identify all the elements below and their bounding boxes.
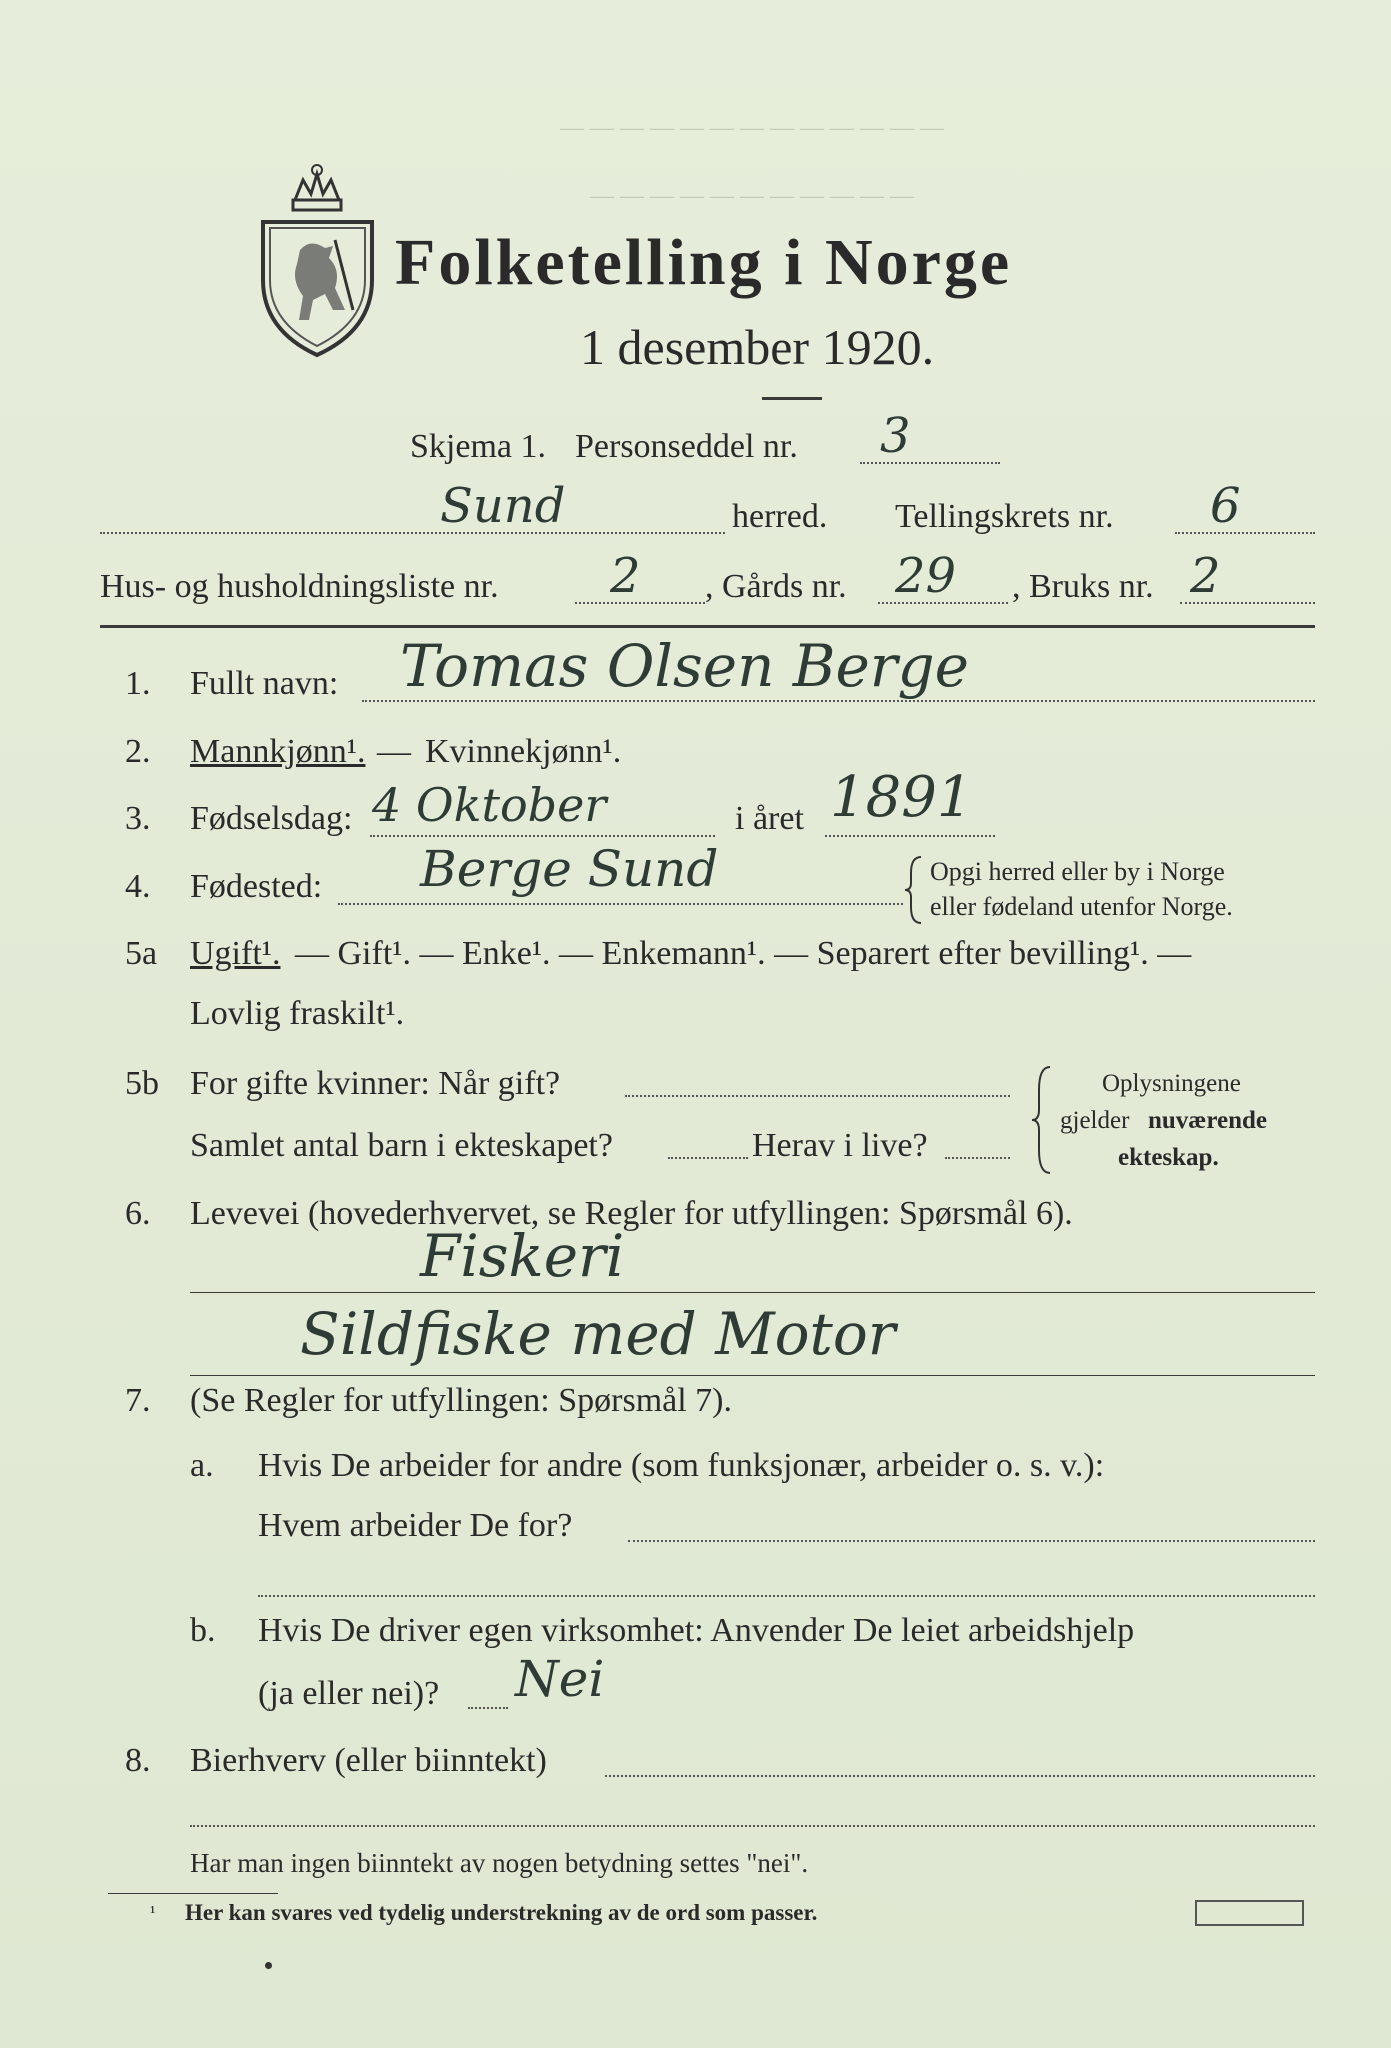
brace-icon xyxy=(905,855,925,925)
employer-line-2[interactable] xyxy=(258,1595,1315,1597)
personseddel-value[interactable]: 3 xyxy=(880,408,911,464)
marital-status-options[interactable]: — Gift¹. — Enke¹. — Enkemann¹. — Separert efter bevilling¹. — xyxy=(295,935,1192,972)
full-name-label: Fullt navn: xyxy=(190,665,339,702)
tellingskrets-label: Tellingskrets nr. xyxy=(895,498,1114,535)
no-income-note: Har man ingen biinntekt av nogen betydning settes "nei". xyxy=(190,1848,809,1878)
children-alive-label: Herav i live? xyxy=(752,1127,928,1164)
children-alive-line xyxy=(945,1157,1010,1159)
birthplace-note-1: Opgi herred eller by i Norge xyxy=(930,857,1225,886)
herred-value[interactable]: Sund xyxy=(440,478,566,534)
bleed-through-text: — — — — — — — — — — — xyxy=(590,183,914,209)
occupation-line-1 xyxy=(190,1292,1315,1293)
birthplace-line xyxy=(338,903,903,905)
marriage-note-3: ekteskap. xyxy=(1118,1144,1219,1171)
norway-coat-of-arms-icon xyxy=(255,160,380,360)
schema-label: Skjema 1. xyxy=(410,428,546,465)
side-income-line[interactable] xyxy=(605,1775,1315,1777)
female-option[interactable]: Kvinnekjønn¹. xyxy=(425,733,622,770)
birth-year-value[interactable]: 1891 xyxy=(830,765,973,830)
children-total-label: Samlet antal barn i ekteskapet? xyxy=(190,1127,613,1164)
footnote-text: Her kan svares ved tydelig understrekning av de ord som passer. xyxy=(185,1900,818,1925)
occupation-answer-2[interactable]: Sildfiske med Motor xyxy=(300,1300,896,1368)
occupation-line-2 xyxy=(190,1375,1315,1376)
herred-line xyxy=(100,532,725,534)
side-income-label: Bierhverv (eller biinntekt) xyxy=(190,1742,547,1779)
brace-icon xyxy=(1032,1065,1054,1175)
bleed-through-text: — — — — — — — — — — — — — xyxy=(560,115,944,141)
q7-label: (Se Regler for utfyllingen: Spørsmål 7). xyxy=(190,1382,733,1419)
divorced-option[interactable]: Lovlig fraskilt¹. xyxy=(190,995,405,1032)
marriage-note-2b: nuværende xyxy=(1148,1107,1268,1134)
footnote-mark: ¹ xyxy=(150,1902,156,1922)
birthday-label: Fødselsdag: xyxy=(190,800,353,837)
birth-year-line xyxy=(825,835,995,837)
herred-label: herred. xyxy=(732,498,828,535)
employer-label: Hvem arbeider De for? xyxy=(258,1507,573,1544)
q3-number: 3. xyxy=(125,800,151,837)
personseddel-label: Personseddel nr. xyxy=(575,428,798,465)
marriage-note-1: Oplysningene xyxy=(1102,1070,1241,1097)
bruks-value[interactable]: 2 xyxy=(1190,548,1221,604)
q7b-number: b. xyxy=(190,1612,216,1649)
side-income-line-2[interactable] xyxy=(190,1825,1315,1827)
hired-help-line xyxy=(468,1707,508,1709)
birth-year-label: i året xyxy=(735,800,804,837)
birthplace-label: Fødested: xyxy=(190,868,323,905)
title-divider xyxy=(762,397,822,400)
ink-dot xyxy=(265,1962,272,1969)
section-divider xyxy=(100,625,1315,628)
employer-line[interactable] xyxy=(628,1540,1315,1542)
q4-number: 4. xyxy=(125,868,151,905)
full-name-line xyxy=(362,700,1315,702)
hired-help-label: (ja eller nei)? xyxy=(258,1675,440,1712)
form-title: Folketelling i Norge xyxy=(395,226,1013,299)
q8-number: 8. xyxy=(125,1742,151,1779)
q5b-number: 5b xyxy=(125,1065,159,1102)
footnote-rule xyxy=(108,1893,278,1894)
birthday-line xyxy=(370,835,715,837)
q1-number: 1. xyxy=(125,665,151,702)
birthplace-value[interactable]: Berge Sund xyxy=(420,840,719,898)
q7-number: 7. xyxy=(125,1382,151,1419)
unmarried-option[interactable]: Ugift¹. xyxy=(190,935,281,972)
marriage-note-2a: gjelder xyxy=(1060,1107,1130,1134)
q7a-number: a. xyxy=(190,1447,214,1484)
birthplace-note-2: eller fødeland utenfor Norge. xyxy=(930,892,1233,921)
birthday-value[interactable]: 4 Oktober xyxy=(372,778,607,832)
tellingskrets-value[interactable]: 6 xyxy=(1210,478,1241,534)
married-when-line xyxy=(625,1095,1010,1097)
gender-separator: — xyxy=(377,733,411,770)
tellingskrets-line xyxy=(1175,532,1315,534)
household-list-label: Hus- og husholdningsliste nr. xyxy=(100,568,499,605)
occupation-label: Levevei (hovederhvervet, se Regler for utfyllingen: Spørsmål 6). xyxy=(190,1195,1073,1232)
male-option[interactable]: Mannkjønn¹. xyxy=(190,733,366,770)
gards-label: , Gårds nr. xyxy=(705,568,847,605)
q7b-text: Hvis De driver egen virksomhet: Anvender De leiet arbeidshjelp xyxy=(258,1612,1135,1649)
full-name-value[interactable]: Tomas Olsen Berge xyxy=(400,632,969,700)
q2-number: 2. xyxy=(125,733,151,770)
census-date: 1 desember 1920. xyxy=(580,319,935,375)
gards-value[interactable]: 29 xyxy=(895,548,957,604)
children-total-line xyxy=(668,1157,748,1159)
married-when-label: For gifte kvinner: Når gift? xyxy=(190,1065,561,1102)
household-list-value[interactable]: 2 xyxy=(610,548,641,604)
bruks-label: , Bruks nr. xyxy=(1012,568,1154,605)
hired-help-value[interactable]: Nei xyxy=(515,1650,605,1708)
occupation-answer-1[interactable]: Fiskeri xyxy=(420,1222,625,1290)
printer-stamp-icon xyxy=(1195,1900,1304,1926)
q7a-text: Hvis De arbeider for andre (som funksjonær, arbeider o. s. v.): xyxy=(258,1447,1105,1484)
q6-number: 6. xyxy=(125,1195,151,1232)
q5a-number: 5a xyxy=(125,935,158,972)
